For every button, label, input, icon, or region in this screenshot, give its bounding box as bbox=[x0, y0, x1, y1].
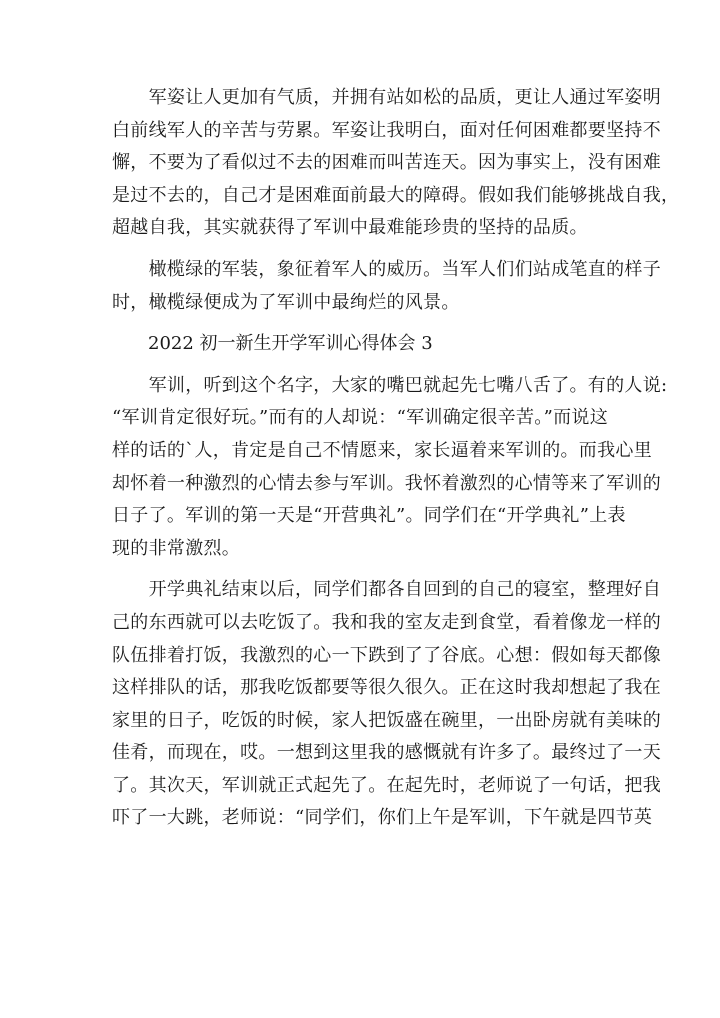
text-line: 开学典礼结束以后，同学们都各自回到的自己的寝室，整理好自 bbox=[112, 579, 661, 601]
paragraph-posture bbox=[112, 82, 680, 245]
text-line: 这样排队的话，那我吃饭都要等很久很久。正在这时我却想起了我在 bbox=[112, 677, 661, 699]
text-line: 己的东西就可以去吃饭了。我和我的室友走到食堂，看着像龙一样的 bbox=[112, 611, 661, 633]
text-line: “军训肯定很好玩。”而有的人却说：“军训确定很辛苦。”而说这 bbox=[112, 407, 608, 429]
text-line: 军训，听到这个名字，大家的嘴巴就起先七嘴八舌了。有的人说: bbox=[112, 374, 668, 396]
paragraph-military-training bbox=[112, 370, 668, 566]
text-line: 队伍排着打饭，我激烈的心一下跌到了了谷底。心想：假如每天都像 bbox=[112, 644, 661, 666]
text-line: 了。其次天，军训就正式起先了。在起先时，老师说了一句话，把我 bbox=[112, 774, 661, 796]
text-line: 吓了一大跳，老师说：“同学们，你们上午是军训，下午就是四节英 bbox=[112, 807, 653, 829]
text-line: 家里的日子，吃饭的时候，家人把饭盛在碗里，一出卧房就有美味的 bbox=[112, 709, 661, 731]
paragraph-opening-ceremony bbox=[112, 574, 661, 835]
text-line: 是过不去的，自己才是困难面前最大的障碍。假如我们能够挑战自我， bbox=[112, 184, 680, 206]
text-line: 超越自我，其实就获得了军训中最难能珍贵的坚持的品质。 bbox=[112, 217, 588, 239]
text-line: 样的话的`人，肯定是自己不情愿来，家长逼着来军训的。而我心里 bbox=[112, 439, 652, 461]
text-line: 橄榄绿的军装，象征着军人的威历。当军人们们站成笔直的样子 bbox=[112, 258, 661, 280]
text-line: 佳肴，而现在，哎。一想到这里我的感慨就有许多了。最终过了一天 bbox=[112, 742, 661, 764]
text-line: 白前线军人的辛苦与劳累。军姿让我明白，面对任何困难都要坚持不 bbox=[112, 119, 661, 141]
text-line: 时，橄榄绿便成为了军训中最绚烂的风景。 bbox=[112, 291, 460, 313]
paragraph-uniform bbox=[112, 254, 661, 319]
text-line: 现的非常激烈。 bbox=[112, 537, 241, 559]
text-line: 日子了。军训的第一天是“开营典礼”。同学们在“开学典礼”上表 bbox=[112, 505, 626, 527]
text-line: 却怀着一种激烈的心情去参与军训。我怀着激烈的心情等来了军训的 bbox=[112, 472, 661, 494]
section-heading: 2022 初一新生开学军训心得体会 3 bbox=[112, 333, 433, 355]
document-page bbox=[112, 82, 680, 835]
text-line: 军姿让人更加有气质，并拥有站如松的品质，更让人通过军姿明 bbox=[112, 87, 661, 108]
text-line: 懈，不要为了看似过不去的困难而叫苦连天。因为事实上，没有困难 bbox=[112, 152, 661, 174]
